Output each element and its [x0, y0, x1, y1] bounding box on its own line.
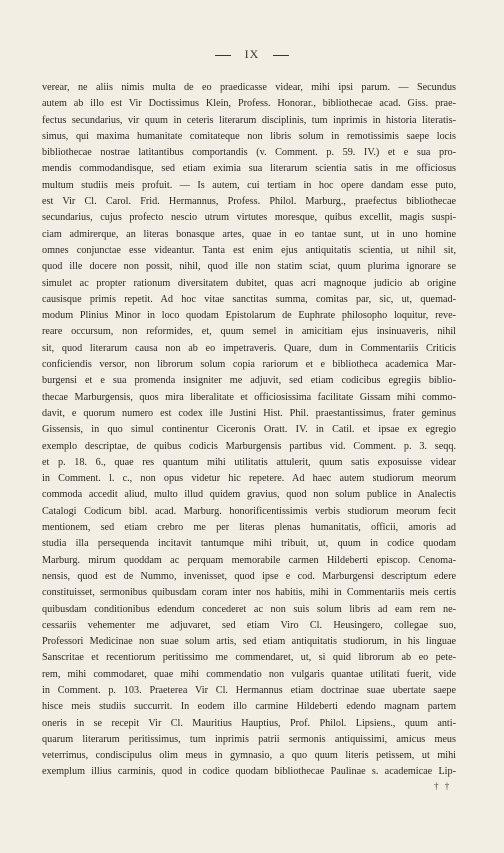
text-line: bibliothecae nostrae latitantibus comportandis (v. Comment. p. 59. IV.) et e sua pro- [42, 147, 456, 159]
text-line: autem ab illo est Vir Doctissimus Klein, Profess. Honorar., bibliothecae acad. Giss. prae- [42, 98, 456, 110]
text-line: exemplum illius carminis, quod in codice quodam bibliothecae Paulinae s. academicae Lip- [42, 766, 456, 778]
text-line: Sanscritae et recentiorum peritissimo me commendaret, ut, si quid librorum ab eo pete- [42, 652, 456, 664]
body-text [42, 80, 456, 781]
text-line: multum studiis meis profuit. — Is autem, cui tertiam in hoc opere dandam esse puto, [42, 179, 456, 191]
text-line: verear, ne aliis nimis multa de eo praedicasse videar, mihi ipsi parum. — Secundus [42, 82, 456, 93]
text-line: commoda accedit aliud, multo illud quidem gravius, quod non solum publice in Analectis [42, 489, 456, 501]
header-dash-right [273, 55, 289, 56]
header-dash-left [215, 55, 231, 56]
text-line: quarum literarum peritissimus, tum inprimis patrii sermonis antiquissimi, amicus meus [42, 733, 456, 745]
text-line: thecae Marburgensis, quos mira liberalitate et officiosissima facilitate Gissam mihi commo- [42, 391, 456, 403]
text-line: simulet ac propter rationum diversitatem dubitet, quas acri magnoque judicio ab origine [42, 277, 456, 289]
text-line: est Vir Cl. Carol. Frid. Hermannus, Profess. Philol. Marburg., praefectus bibliothecae [42, 196, 456, 208]
text-line: quod ille docere non possit, nihil, quod ille non statim sciat, quum plurima ignorare se [42, 261, 456, 273]
text-line: veterrimus, condiscipulus olim meus in gymnasio, a quo quum literis petissem, ut mihi [42, 750, 456, 762]
text-line: rem, mihi commodaret, quae mihi commendatio non vulgaris quantae utilitati fuerit, vide [42, 668, 456, 680]
signature-mark: † † [434, 781, 452, 791]
text-line: mentionem, sed etiam crebro me per literas plenas humanitatis, officii, amoris ad [42, 522, 456, 534]
text-line: in Comment. l. c., non opus videtur hic repetere. Ad haec autem studiorum meorum [42, 473, 456, 485]
text-line: constituisset, sermonibus quibusdam coram inter nos habitis, mihi in Commentariis meis certis [42, 587, 456, 599]
text-line: fectus secundarius, vir quum in ceteris literarum disciplinis, tum inprimis in historia literatis- [42, 114, 456, 126]
text-line: conficiendis versor, non librorum solum copia rariorum et e bibliotheca academica Mar- [42, 359, 456, 371]
text-line: sit, quod literarum causa non ab eo impetraveris. Quare, dum in Commentariis Criticis [42, 342, 456, 354]
text-line: Catalogi Codicum bibl. acad. Marburg. honorificentissimis verbis studiorum meorum fecit [42, 505, 456, 517]
text-line: simus, qui maxima humanitate comitateque non libris solum in remotissimis saepe locis [42, 130, 456, 142]
text-line: ciam admirerque, an literas bonasque artes, quae in eo tantae sunt, ut in uno homine [42, 228, 456, 240]
text-line: in Comment. p. 103. Praeterea Vir Cl. Hermannus etiam doctrinae suae ubertate saepe [42, 684, 456, 696]
text-line: modum Plinius Minor in loco quodam Epistolarum de Euphrate philosopho loquitur, reve- [42, 310, 456, 322]
text-line: Marburg. mirum quoddam ac perquam memorabile carmen Hildeberti episcop. Cenoma- [42, 554, 456, 566]
text-line: secundarius, cujus profecto nescio utrum virtutes moresque, quibus excellit, magis suspi- [42, 212, 456, 224]
text-line: quibusdam conditionibus edendum concederet ac non suis solum libris ad eam rem ne- [42, 603, 456, 615]
text-line: studia illa persequenda incitavit tantumque mihi tribuit, ut, quum in codice quodam [42, 538, 456, 550]
text-line: et p. 18. 6., quae res quantum mihi utilitatis attulerit, quum satis exposuisse videar [42, 456, 456, 468]
text-line: cessariis vehementer me adjuvaret, sed etiam Viro Cl. Heusingero, collegae suo, [42, 619, 456, 631]
text-line: omnes conjunctae esse videantur. Tanta est enim ejus antiquitatis scientia, ut nihil sit, [42, 244, 456, 256]
text-line: oneris in se recepit Vir Cl. Mauritius Hauptius, Prof. Philol. Lipsiens., quum anti- [42, 717, 456, 729]
page-header [0, 47, 504, 62]
text-line: exemplo descriptae, de quibus codicis Marburgensis partibus vid. Comment. p. 3. seqq. [42, 440, 456, 452]
text-line: burgensi et e sua promenda insigniter me adjuvit, sed etiam codicibus egregiis biblio- [42, 375, 456, 387]
text-line: Gissensis, in quo simul continentur Ciceronis Oratt. IV. in Catil. et ipsae ex egregio [42, 424, 456, 436]
text-line: hisce meis studiis succurrit. In eodem illo carmine Hildeberti edendo magnam partem [42, 701, 456, 713]
text-line: nensis, quod est de Nummo, invenisset, quod ipse e cod. Marburgensi descriptum edere [42, 570, 456, 582]
text-line: Professori Medicinae non suae solum artis, sed etiam antiquitatis studiorum, in his linguae [42, 636, 456, 648]
text-line: mendis commodandisque, sed etiam eximia sua literarum scientia satis in me officiosus [42, 163, 456, 175]
text-line: reare occursum, non reformides, et, quum semel in amicitiam ejus insinuaveris, nihil [42, 326, 456, 338]
text-line: causisque primis repetit. Ad hoc vitae sanctitas summa, comitas par, sic, ut, quemad- [42, 293, 456, 305]
text-line: davit, e quorum numero est codex ille Justini Hist. Phil. praestantissimus, frater geminus [42, 407, 456, 419]
page-number: IX [244, 47, 260, 61]
